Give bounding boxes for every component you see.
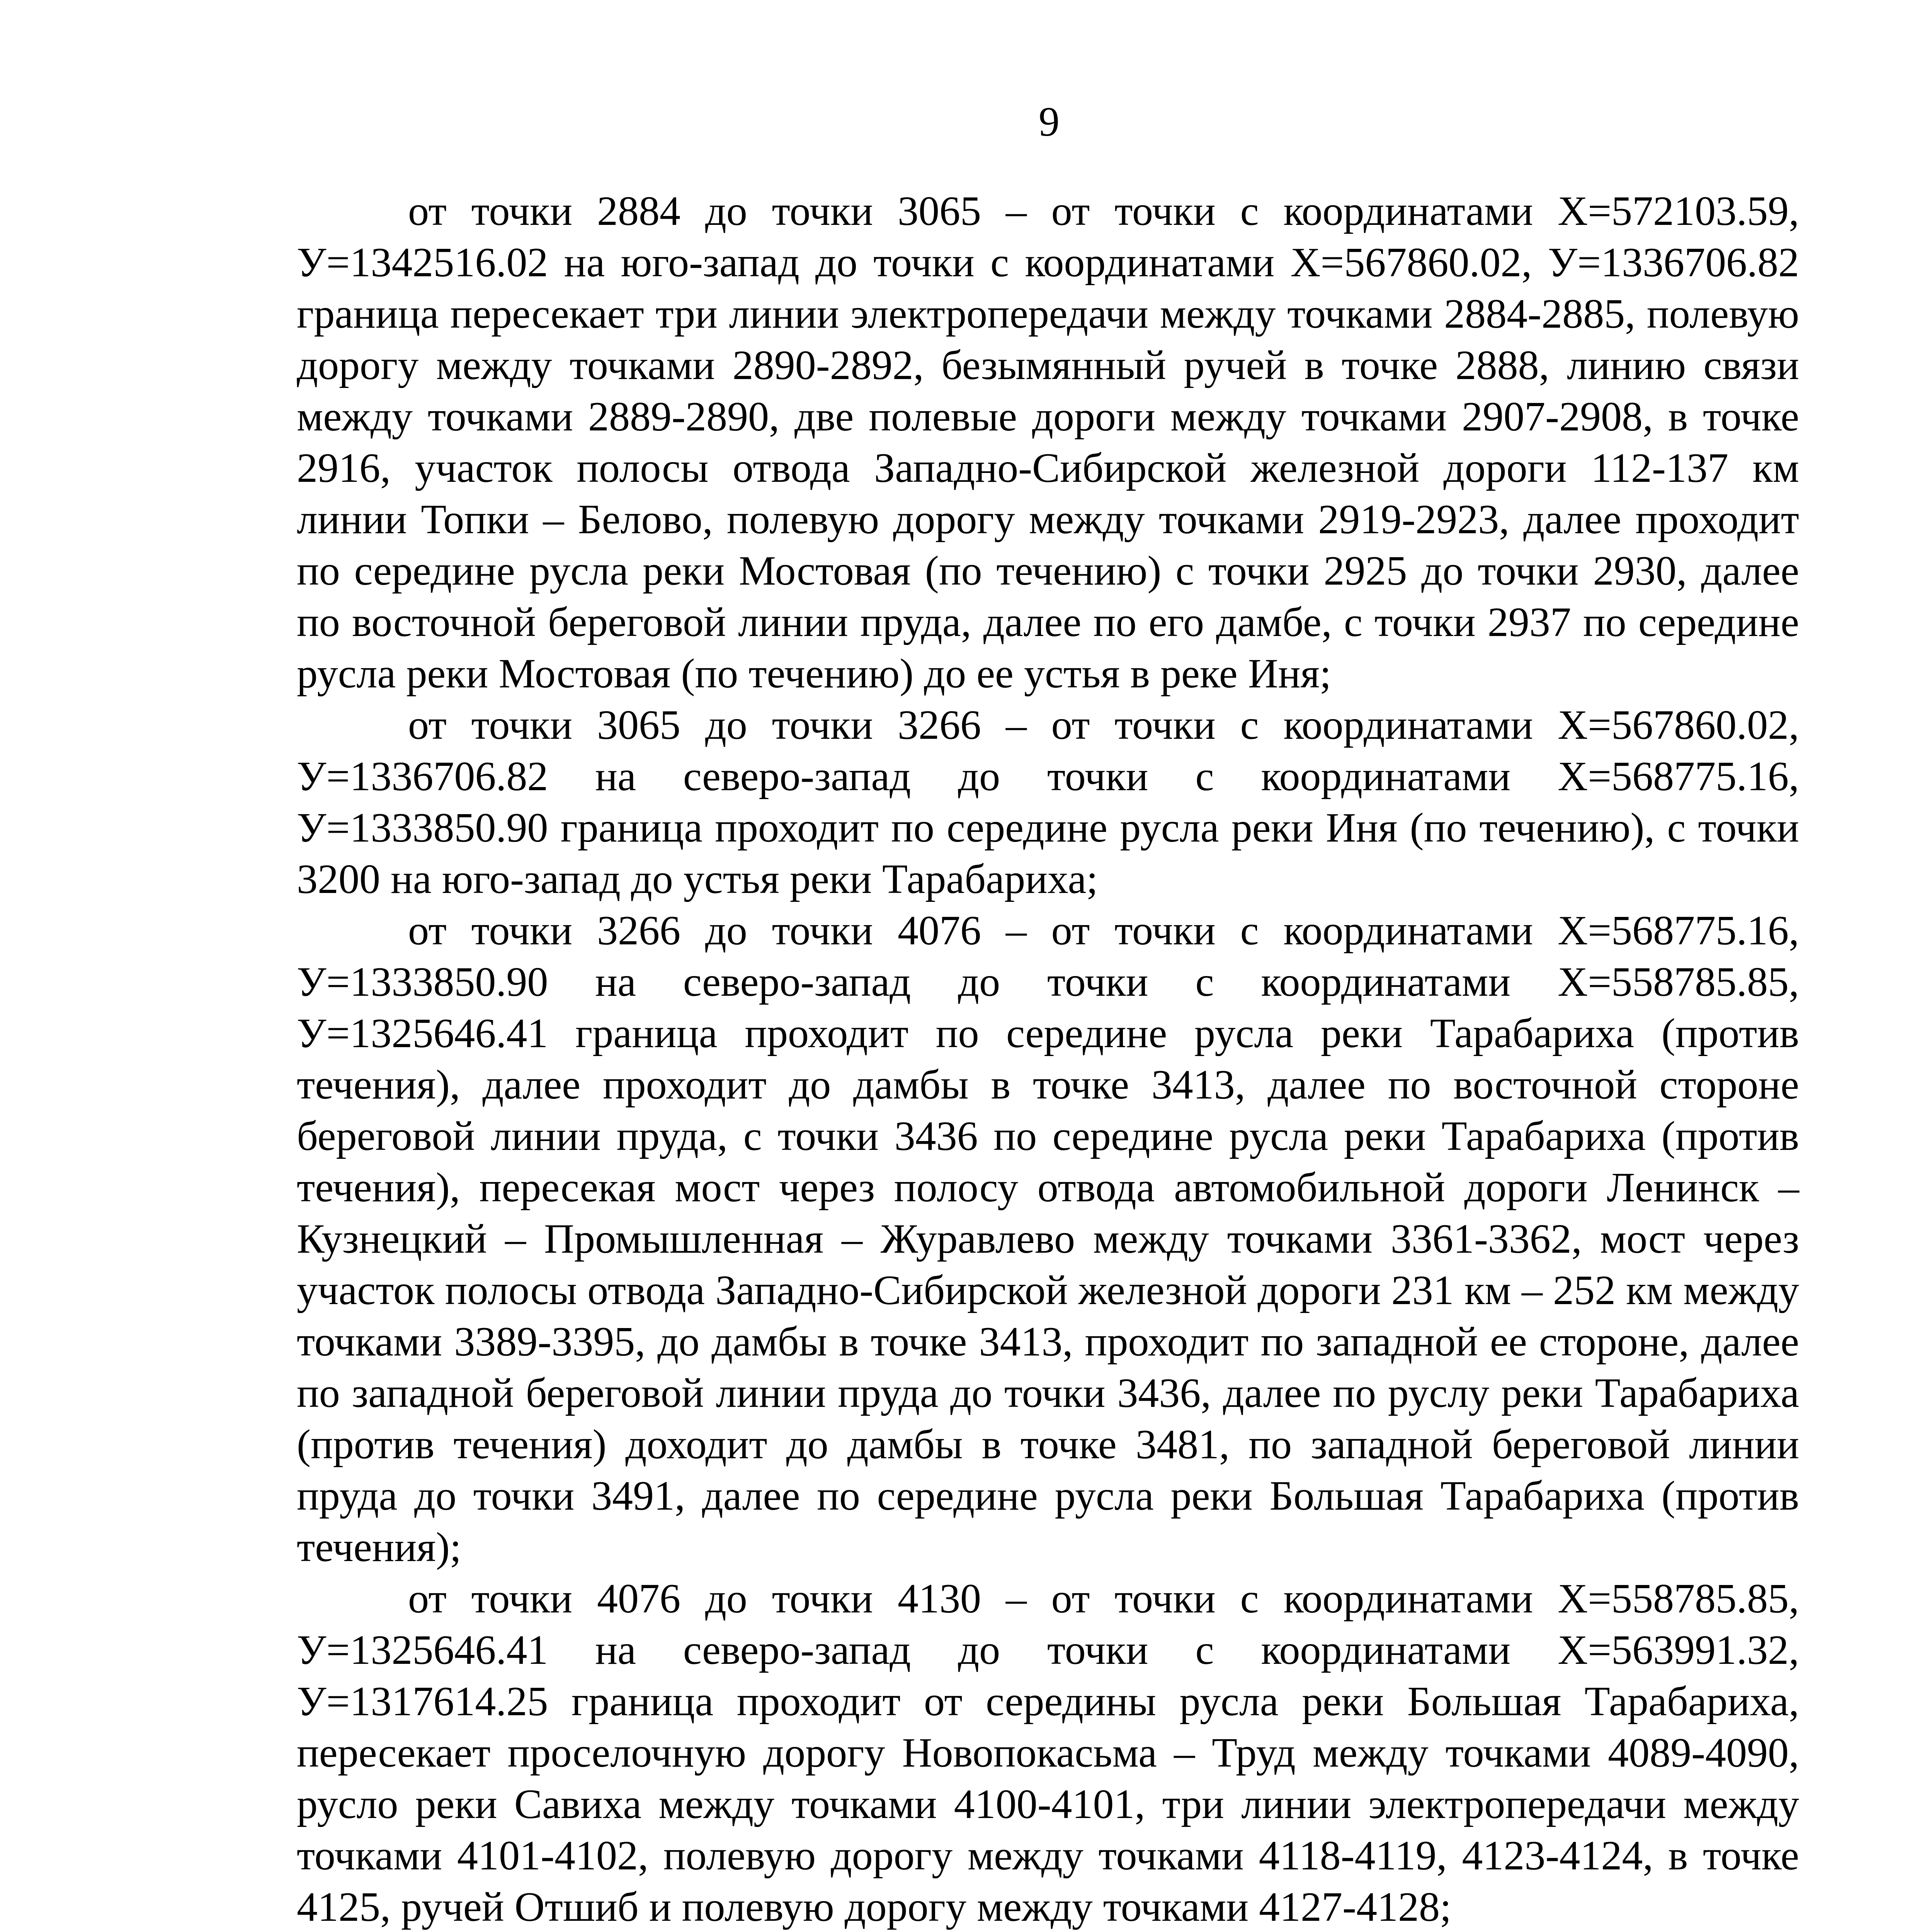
paragraph: от точки 3065 до точки 3266 – от точки с координатами Х=567860.02, У=1336706.82 на северо-запад до точки с координатами Х=568775.16, У=1333850.90 граница проходит по середине русла реки Иня (по течению), с точки 3200 на юго-запад до устья реки Тарабариха; — [297, 702, 1799, 902]
paragraph: от точки 4076 до точки 4130 – от точки с координатами Х=558785.85, У=1325646.41 на северо-запад до точки с координатами Х=563991.32, У=1317614.25 граница проходит от середины русла реки Большая Тарабариха, пересекает проселочную дорогу Новопокасьма – Труд между точками 4089-4090, русло реки Савиха между точками 4100-4101, три линии электропередачи между точками 4101-4102, полевую дорогу между точками 4118-4119, 4123-4124, в точке 4125, ручей Отшиб и полевую дорогу между точками 4127-4128; — [297, 1576, 1799, 1930]
paragraph: от точки 2884 до точки 3065 – от точки с координатами Х=572103.59, У=1342516.02 на юго-запад до точки с координатами Х=567860.02, У=1336706.82 граница пересекает три линии электропередачи между точками 2884-2885, полевую дорогу между точками 2890-2892, безымянный ручей в точке 2888, линию связи между точками 2889-2890, две полевые дороги между точками 2907-2908, в точке 2916, участок полосы отвода Западно-Сибирской железной дороги 112-137 км линии Топки – Белово, полевую дорогу между точками 2919-2923, далее проходит по середине русла реки Мостовая (по течению) с точки 2925 до точки 2930, далее по восточной береговой линии пруда, далее по его дамбе, с точки 2937 по середине русла реки Мостовая (по течению) до ее устья в реке Иня; — [297, 188, 1799, 697]
paragraph: от точки 3266 до точки 4076 – от точки с координатами Х=568775.16, У=1333850.90 на северо-запад до точки с координатами Х=558785.85, У=1325646.41 граница проходит по середине русла реки Тарабариха (против течения), далее проходит до дамбы в точке 3413, далее по восточной стороне береговой линии пруда, с точки 3436 по середине русла реки Тарабариха (против течения), пересекая мост через полосу отвода автомобильной дороги Ленинск – Кузнецкий – Промышленная – Журавлево между точками 3361-3362, мост через участок полосы отвода Западно-Сибирской железной дороги 231 км – 252 км между точками 3389-3395, до дамбы в точке 3413, проходит по западной ее стороне, далее по западной береговой линии пруда до точки 3436, далее по руслу реки Тарабариха (против течения) доходит до дамбы в точке 3481, по западной береговой линии пруда до точки 3491, далее по середине русла реки Большая Тарабариха (против течения); — [297, 908, 1799, 1570]
document-body — [297, 185, 1799, 1932]
page-number: 9 — [1039, 99, 1060, 145]
